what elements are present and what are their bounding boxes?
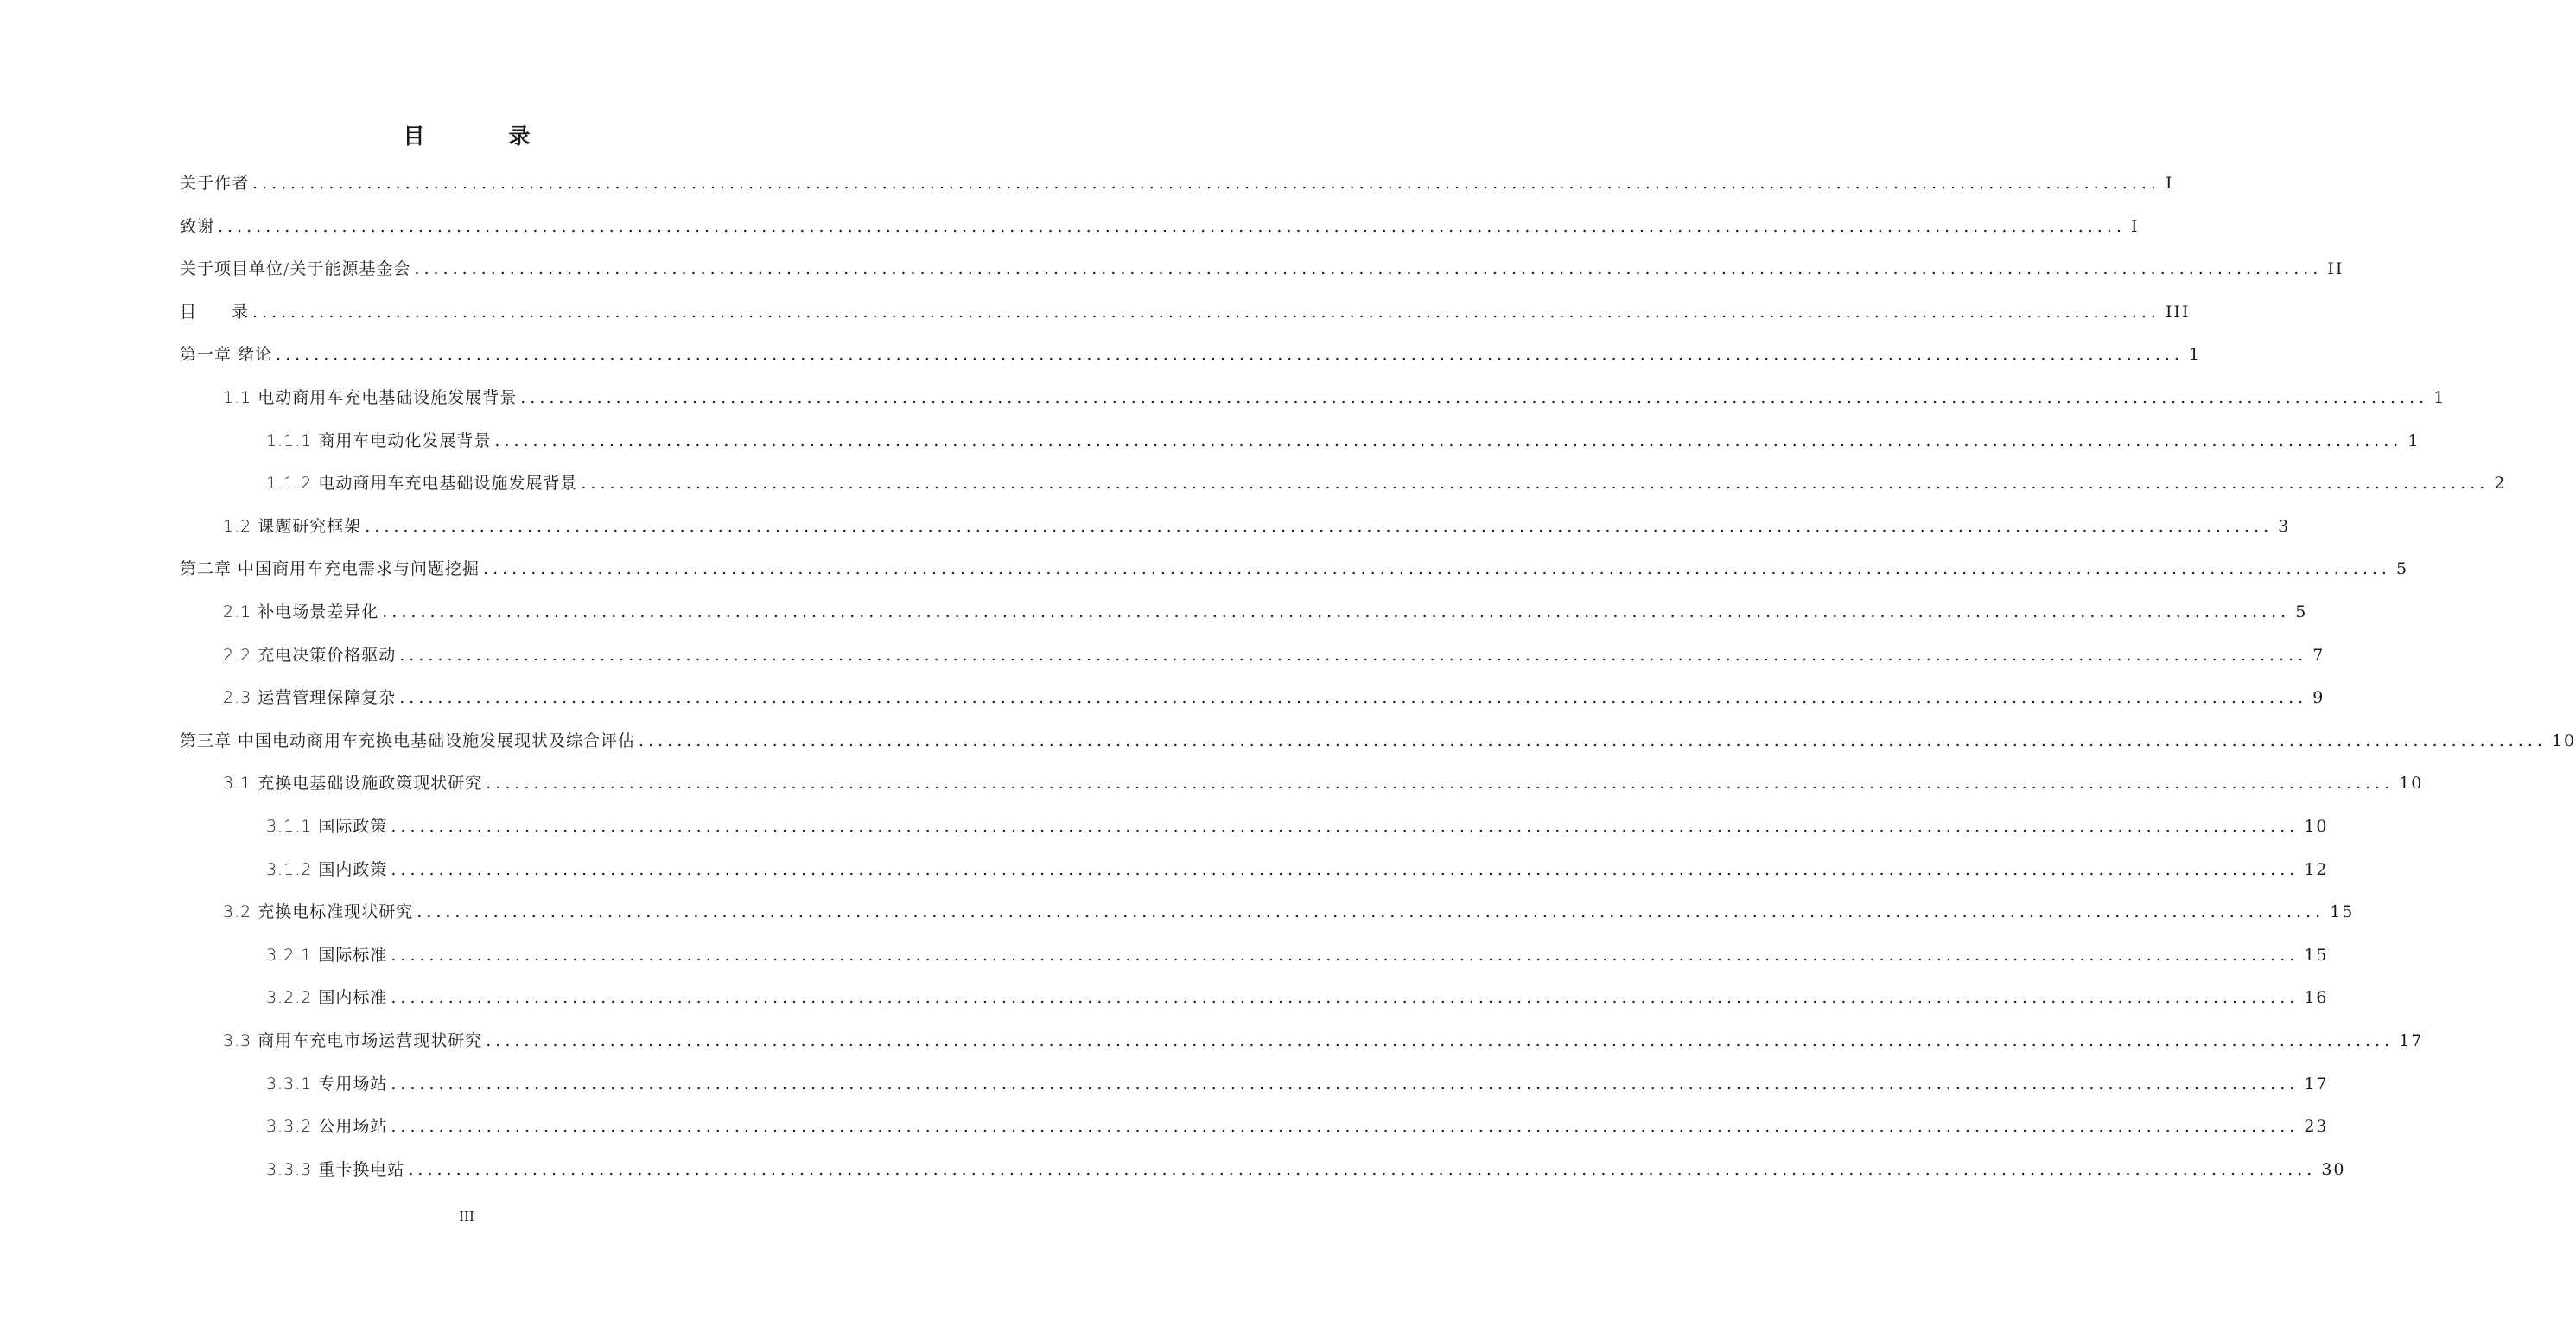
toc-entry[interactable] [266, 852, 2329, 887]
toc-dot-leader: ........................................................................................................................................................................................................ [252, 174, 2160, 193]
toc-entry-page: 5 [2395, 559, 2409, 579]
toc-entry[interactable] [266, 980, 2329, 1015]
toc-dot-leader: ........................................................................................................................................................................................................ [391, 988, 2299, 1008]
toc-entry-page: 10 [2551, 730, 2576, 750]
toc-entry-page: I [2130, 216, 2140, 236]
toc-entry-page: 23 [2304, 1117, 2329, 1137]
toc-dot-leader: ........................................................................................................................................................................................................ [494, 430, 2403, 450]
toc-entry-label: 3.3 商用车充电市场运营现状研究 [223, 1031, 483, 1050]
toc-entry-label: 1.2 课题研究框架 [223, 516, 362, 536]
toc-dot-leader: ........................................................................................................................................................................................................ [408, 1159, 2317, 1179]
toc-dot-leader: ........................................................................................................................................................................................................ [391, 1074, 2299, 1094]
toc-entry-page: 2 [2494, 474, 2507, 494]
toc-entry-label: 关于作者 [180, 174, 250, 193]
toc-dot-leader: ........................................................................................................................................................................................................ [365, 516, 2274, 536]
toc-dot-leader: ........................................................................................................................................................................................................ [391, 1117, 2299, 1137]
toc-entry[interactable] [180, 724, 2576, 758]
toc-entry-label: 第二章 中国商用车充电需求与问题挖掘 [180, 559, 480, 579]
toc-entry-page: 3 [2278, 516, 2291, 536]
toc-dot-leader: ........................................................................................................................................................................................................ [399, 688, 2308, 708]
toc-entry-page: 1 [2407, 430, 2420, 450]
toc-entry[interactable] [266, 1067, 2329, 1101]
toc-entry-label: 第一章 绪论 [180, 345, 273, 365]
toc-dot-leader: ........................................................................................................................................................................................................ [417, 902, 2325, 922]
toc-entry[interactable] [223, 509, 2291, 544]
toc-dot-leader: ........................................................................................................................................................................................................ [483, 559, 2391, 579]
toc-entry-label: 2.2 充电决策价格驱动 [223, 645, 397, 665]
toc-entry-page: 30 [2321, 1159, 2346, 1179]
toc-entry[interactable] [223, 1023, 2424, 1058]
toc-entry-page: 17 [2304, 1074, 2329, 1094]
toc-entry[interactable] [266, 938, 2329, 972]
toc-entry-page: 10 [2399, 774, 2424, 794]
page-number: III [459, 1208, 474, 1224]
toc-entry-page: 15 [2304, 945, 2329, 965]
toc-entry[interactable] [223, 595, 2308, 629]
toc-entry[interactable] [180, 209, 2140, 244]
toc-dot-leader: ........................................................................................................................................................................................................ [391, 817, 2299, 836]
toc-entry-page: 1 [2433, 388, 2446, 407]
toc-entry[interactable] [180, 552, 2409, 586]
toc-dot-leader: ........................................................................................................................................................................................................ [486, 1031, 2395, 1050]
toc-entry-page: 16 [2304, 988, 2329, 1008]
toc-dot-leader: ........................................................................................................................................................................................................ [399, 645, 2308, 665]
toc-entry[interactable] [223, 766, 2424, 800]
toc-entry-label: 3.3.2 公用场站 [266, 1117, 388, 1137]
toc-entry-page: II [2327, 259, 2344, 279]
toc-entry[interactable] [180, 166, 2174, 201]
toc-entry-label: 1.1.1 商用车电动化发展背景 [266, 430, 492, 450]
toc-entry-page: 5 [2295, 603, 2308, 622]
toc-entry-page: 7 [2312, 645, 2325, 665]
toc-entry-label: 致谢 [180, 216, 215, 236]
toc-entry-label: 2.3 运营管理保障复杂 [223, 688, 397, 708]
toc-entry[interactable] [180, 295, 2191, 329]
toc-dot-leader: ........................................................................................................................................................................................................ [391, 859, 2299, 879]
toc-entry-label: 3.1.1 国际政策 [266, 817, 388, 836]
toc-title: 目 录 [403, 124, 562, 149]
toc-dot-leader: ........................................................................................................................................................................................................ [639, 730, 2547, 750]
toc-entry-label: 3.2.1 国际标准 [266, 945, 388, 965]
toc-entry[interactable] [180, 337, 2202, 372]
toc-entry[interactable] [266, 809, 2329, 844]
toc-entry[interactable] [266, 1152, 2346, 1187]
toc-entry[interactable] [266, 424, 2420, 458]
toc-dot-leader: ........................................................................................................................................................................................................ [520, 388, 2429, 407]
toc-dot-leader: ........................................................................................................................................................................................................ [252, 302, 2160, 322]
toc-entry-label: 关于项目单位/关于能源基金会 [180, 259, 411, 279]
toc-entry-page: 1 [2188, 345, 2202, 365]
toc-entry[interactable] [223, 380, 2446, 415]
toc-entry-label: 3.2 充换电标准现状研究 [223, 902, 414, 922]
toc-entry-label: 目 录 [180, 302, 250, 322]
toc-entry-label: 2.1 补电场景差异化 [223, 603, 379, 622]
toc-dot-leader: ........................................................................................................................................................................................................ [414, 259, 2323, 279]
toc-entry-label: 1.1 电动商用车充电基础设施发展背景 [223, 388, 518, 407]
toc-entry-page: 10 [2304, 817, 2329, 836]
toc-entry-label: 3.3.3 重卡换电站 [266, 1159, 405, 1179]
toc-entry-page: 12 [2304, 859, 2329, 879]
toc-entry-label: 3.1.2 国内政策 [266, 859, 388, 879]
toc-entry[interactable] [223, 638, 2325, 673]
toc-entry[interactable] [266, 1109, 2329, 1144]
toc-entry-label: 3.3.1 专用场站 [266, 1074, 388, 1094]
toc-entry[interactable] [223, 895, 2355, 929]
toc-entry-label: 3.1 充换电基础设施政策现状研究 [223, 774, 483, 794]
toc-entry[interactable] [180, 252, 2344, 286]
toc-entry-label: 第三章 中国电动商用车充换电基础设施发展现状及综合评估 [180, 730, 636, 750]
toc-entry-page: 15 [2330, 902, 2355, 922]
toc-entry-label: 3.2.2 国内标准 [266, 988, 388, 1008]
toc-dot-leader: ........................................................................................................................................................................................................ [486, 774, 2395, 794]
toc-dot-leader: ........................................................................................................................................................................................................ [276, 345, 2184, 365]
toc-entry-page: I [2165, 174, 2174, 193]
toc-entry[interactable] [266, 466, 2507, 501]
toc-dot-leader: ........................................................................................................................................................................................................ [391, 945, 2299, 965]
toc-dot-leader: ........................................................................................................................................................................................................ [218, 216, 2126, 236]
toc-dot-leader: ........................................................................................................................................................................................................ [382, 603, 2291, 622]
toc-entry-page: 9 [2312, 688, 2325, 708]
toc-entry-page: 17 [2399, 1031, 2424, 1050]
toc-entry-page: III [2165, 302, 2191, 322]
toc-entry[interactable] [223, 680, 2325, 715]
toc-dot-leader: ........................................................................................................................................................................................................ [581, 474, 2490, 494]
toc-entry-label: 1.1.2 电动商用车充电基础设施发展背景 [266, 474, 578, 494]
